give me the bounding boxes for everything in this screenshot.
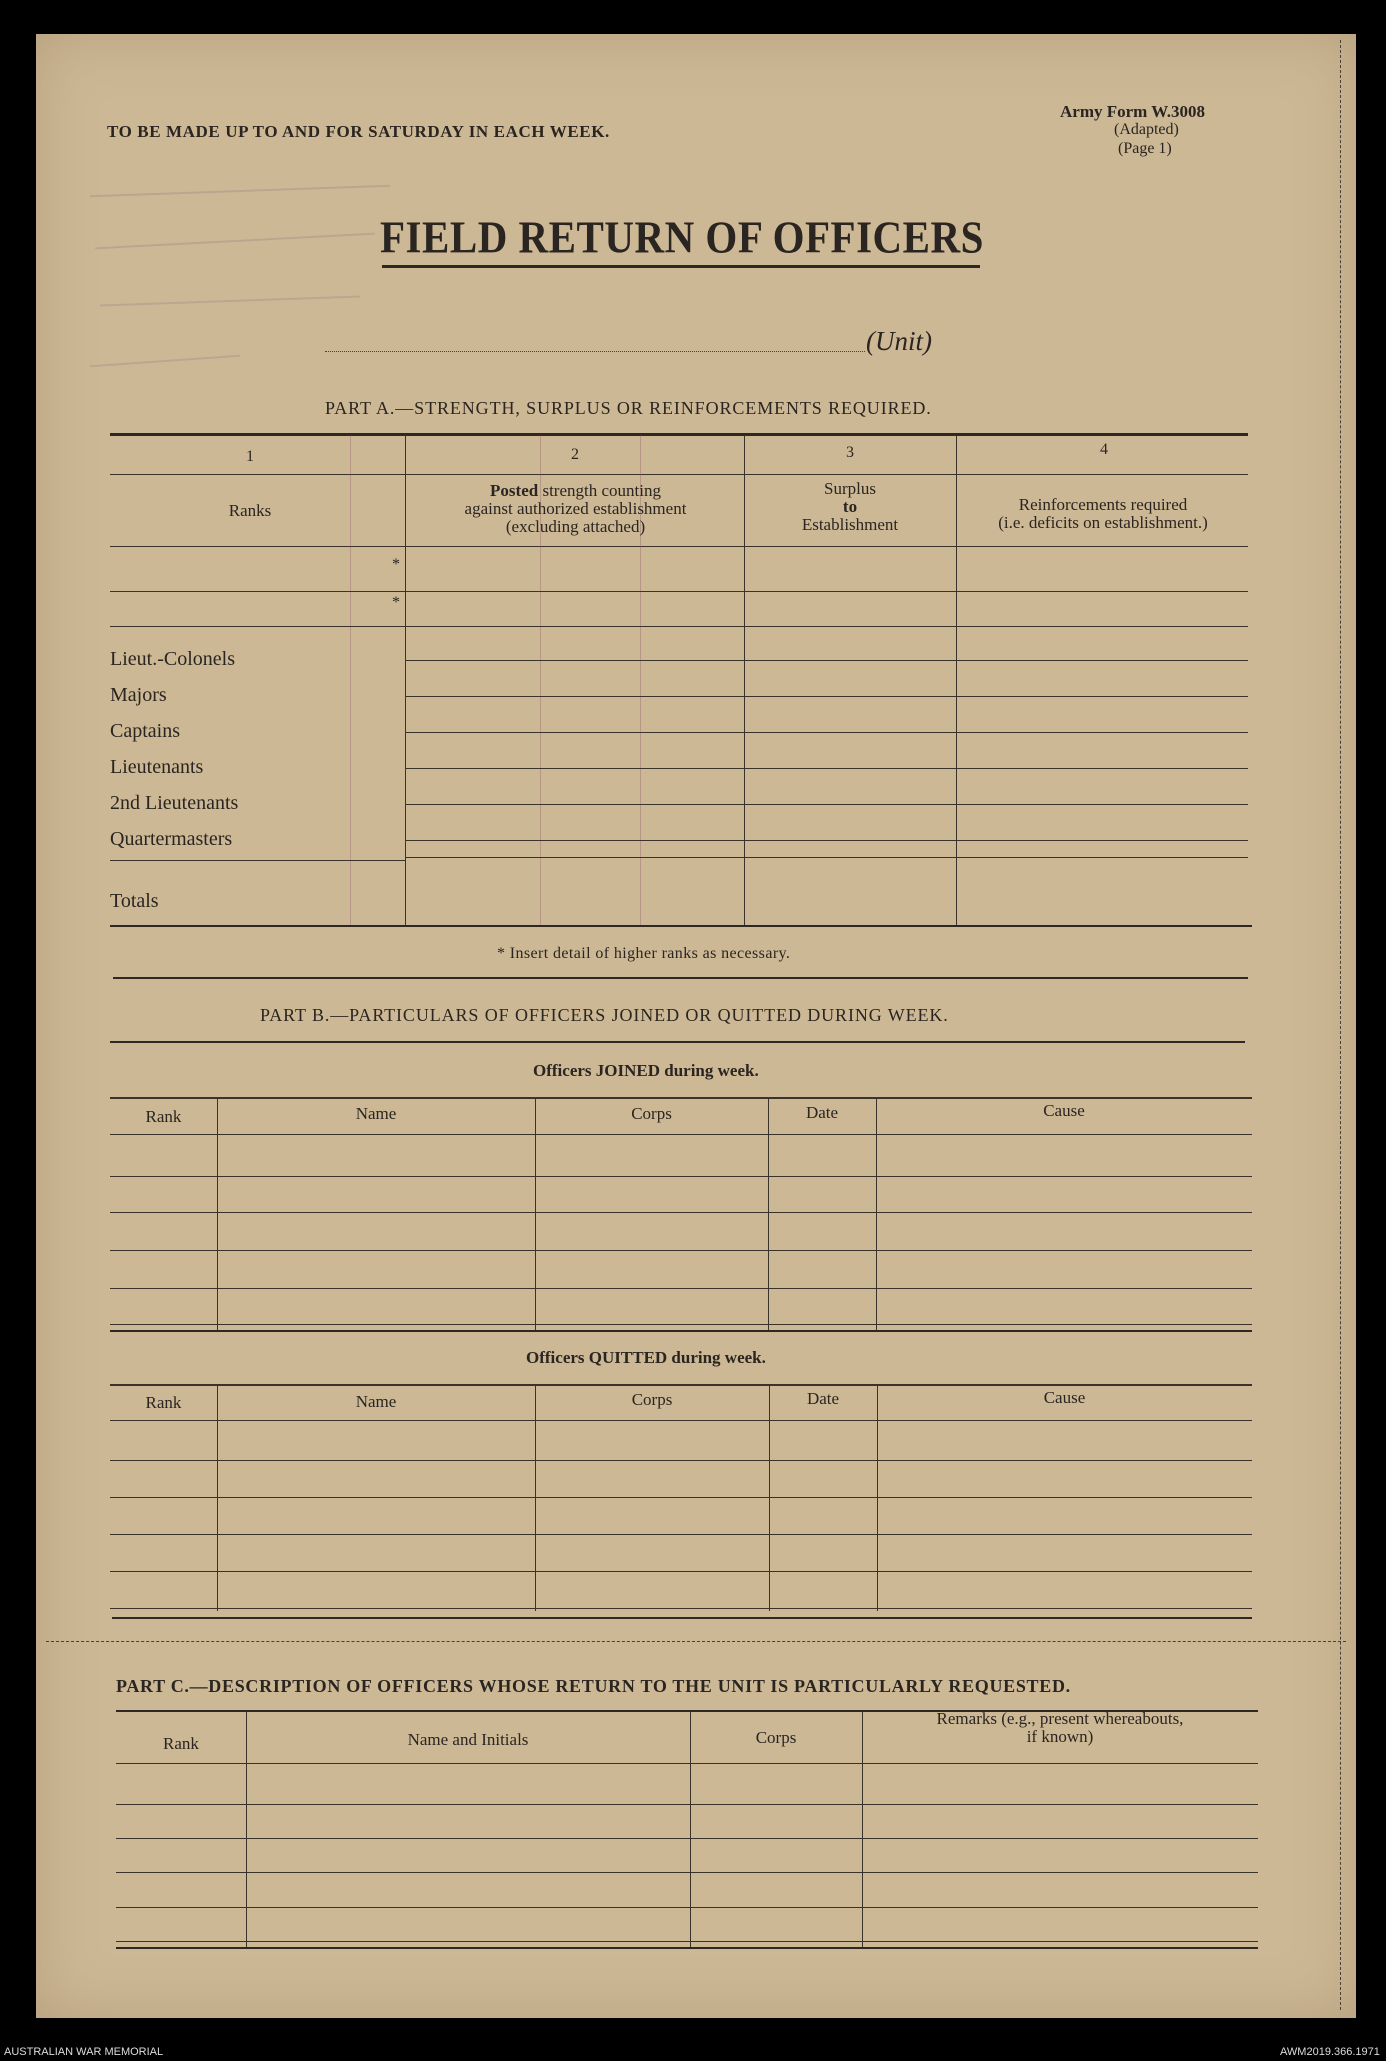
posted-rest: strength counting — [538, 481, 661, 500]
part-c-col-name: Name and Initials — [407, 1730, 529, 1749]
pencil-annotations — [90, 150, 420, 380]
footer-accession: AWM2019.366.1971 — [1280, 2046, 1380, 2058]
joined-col-rank: Rank — [145, 1107, 182, 1126]
unit-field[interactable] — [325, 351, 865, 352]
part-c-heading: PART C.—DESCRIPTION OF OFFICERS WHOSE RETURN TO THE UNIT IS PARTICULARLY REQUESTED. — [116, 1676, 1071, 1696]
part-b-heading: PART B.—PARTICULARS OF OFFICERS JOINED OR QUITTED DURING WEEK. — [260, 1005, 949, 1025]
posted-line3: (excluding attached) — [505, 517, 646, 536]
col-ranks-header: Ranks — [228, 501, 272, 520]
part-a-colnum-4: 4 — [1100, 441, 1108, 458]
rank-2nd-lieutenants: 2nd Lieutenants — [110, 792, 239, 814]
part-c-col-remarks — [862, 1710, 1258, 1746]
perforation-vertical — [1340, 40, 1341, 2010]
posted-bold: Posted — [490, 481, 539, 500]
reinf-line2: (i.e. deficits on establishment.) — [998, 513, 1208, 532]
part-a-heading: PART A.—STRENGTH, SURPLUS OR REINFORCEMENTS REQUIRED. — [325, 398, 932, 418]
asterisk-row-1: * — [392, 556, 400, 573]
col-surplus-header — [746, 480, 954, 534]
joined-col-corps: Corps — [631, 1104, 672, 1123]
quitted-col-name: Name — [355, 1392, 397, 1411]
rank-lieutenants: Lieutenants — [110, 756, 204, 778]
asterisk-row-2: * — [392, 594, 400, 611]
quitted-heading: Officers QUITTED during week. — [526, 1348, 766, 1367]
quitted-col-cause: Cause — [1043, 1388, 1086, 1407]
rank-lieut-colonels: Lieut.-Colonels — [110, 648, 235, 670]
joined-heading: Officers JOINED during week. — [533, 1061, 759, 1080]
part-a-colnum-2: 2 — [571, 446, 579, 463]
rank-quartermasters: Quartermasters — [110, 828, 233, 850]
posted-line2: against authorized establishment — [464, 499, 687, 518]
title-underline — [382, 265, 980, 268]
col-posted-header — [408, 482, 743, 536]
surplus-line1: Surplus — [824, 479, 876, 498]
weekly-instruction: TO BE MADE UP TO AND FOR SATURDAY IN EACH WEEK. — [107, 122, 610, 141]
form-number: Army Form W.3008 — [1060, 102, 1205, 121]
col-reinforcements-header — [958, 496, 1248, 532]
part-a-colnum-3: 3 — [846, 444, 854, 461]
rank-totals: Totals — [110, 890, 159, 912]
remarks-line2: if known) — [1026, 1727, 1094, 1746]
footer-credit: AUSTRALIAN WAR MEMORIAL — [4, 2046, 164, 2058]
quitted-col-date: Date — [806, 1389, 840, 1408]
quitted-col-rank: Rank — [145, 1393, 182, 1412]
rank-captains: Captains — [110, 720, 180, 742]
joined-col-cause: Cause — [1043, 1101, 1085, 1120]
surplus-line3: Establishment — [801, 515, 899, 534]
unit-label: (Unit) — [866, 326, 932, 356]
part-c-col-rank: Rank — [163, 1734, 199, 1753]
surplus-line2: to — [842, 497, 858, 516]
part-a-footnote: * Insert detail of higher ranks as necessary. — [497, 945, 791, 962]
page-title: FIELD RETURN OF OFFICERS — [380, 211, 984, 263]
part-c-col-corps: Corps — [755, 1728, 797, 1747]
remarks-line1: Remarks (e.g., present whereabouts, — [936, 1709, 1184, 1728]
part-a-colnum-1: 1 — [246, 448, 254, 465]
joined-col-date: Date — [805, 1103, 839, 1122]
quitted-col-corps: Corps — [631, 1390, 673, 1409]
joined-col-name: Name — [355, 1104, 397, 1123]
rank-majors: Majors — [110, 684, 167, 706]
form-adapted: (Adapted) — [1114, 121, 1179, 138]
perforation-line — [46, 1641, 1346, 1642]
form-page: (Page 1) — [1118, 140, 1172, 157]
reinf-line1: Reinforcements required — [1018, 495, 1188, 514]
